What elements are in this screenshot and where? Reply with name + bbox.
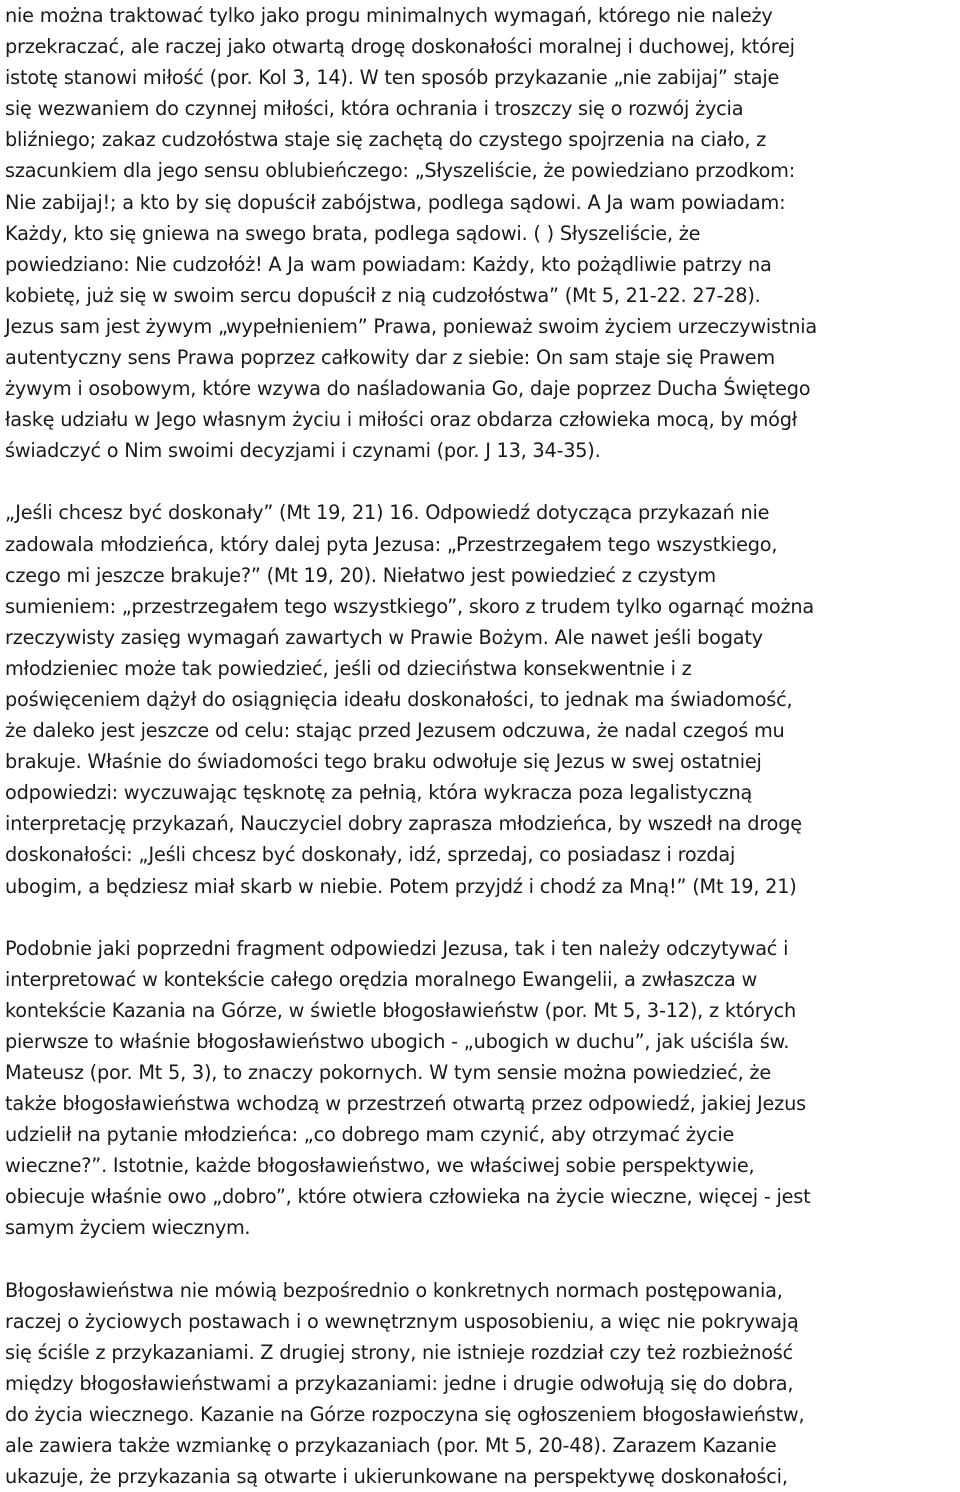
- paragraph-gap: [5, 466, 960, 497]
- text-line: się wezwaniem do czynnej miłości, która ochrania i troszczy się o rozwój życia: [5, 97, 744, 121]
- text-line: łaskę udziału w Jego własnym życiu i miłości oraz obdarza człowieka mocą, by mógł: [5, 408, 798, 432]
- text-line: ale zawiera także wzmiankę o przykazaniach (por. Mt 5, 20-48). Zarazem Kazanie: [5, 1434, 777, 1458]
- text-line: poświęceniem dążył do osiągnięcia ideału doskonałości, to jednak ma świadomość,: [5, 687, 793, 711]
- text-line: Mateusz (por. Mt 5, 3), to znaczy pokornych. W tym sensie można powiedzieć, że: [5, 1061, 771, 1084]
- text-line: Podobnie jaki poprzedni fragment odpowiedzi Jezusa, tak i ten należy odczytywać i: [5, 936, 789, 960]
- text-line: się ściśle z przykazaniami. Z drugiej strony, nie istnieje rozdział czy też rozbieżność: [5, 1340, 794, 1364]
- text-line: samym życiem wiecznym.: [5, 1216, 251, 1240]
- text-line: ukazuje, że przykazania są otwarte i ukierunkowane na perspektywę doskonałości,: [5, 1465, 788, 1489]
- text-line: interpretację przykazań, Nauczyciel dobry zaprasza młodzieńca, by wszedł na drogę: [5, 812, 802, 836]
- text-line: przekraczać, ale raczej jako otwartą drogę doskonałości moralnej i duchowej, której: [5, 35, 795, 59]
- text-line: do życia wiecznego. Kazanie na Górze rozpoczyna się ogłoszeniem błogosławieństw,: [5, 1402, 805, 1426]
- paragraph-gap: [5, 1244, 960, 1275]
- text-line: nie można traktować tylko jako progu minimalnych wymagań, którego nie należy: [5, 4, 773, 27]
- text-line: kontekście Kazania na Górze, w świetle błogosławieństw (por. Mt 5, 3-12), z których: [5, 998, 797, 1022]
- text-line: istotę stanowi miłość (por. Kol 3, 14). W ten sposób przykazanie „nie zabijaj” staje: [5, 66, 780, 90]
- text-line: między błogosławieństwami a przykazaniami: jedne i drugie odwołują się do dobra,: [5, 1371, 794, 1395]
- paragraph-3: [5, 933, 960, 1244]
- text-line: czego mi jeszcze brakuje?” (Mt 19, 20). Niełatwo jest powiedzieć z czystym: [5, 563, 716, 587]
- text-line: ubogim, a będziesz miał skarb w niebie. Potem przyjdź i chodź za Mną!” (Mt 19, 21): [5, 874, 797, 898]
- text-line: odpowiedzi: wyczuwając tęsknotę za pełnią, która wykracza poza legalistyczną: [5, 781, 753, 805]
- text-line: udzielił na pytanie młodzieńca: „co dobrego mam czynić, aby otrzymać życie: [5, 1123, 735, 1147]
- text-line: młodzieniec może tak powiedzieć, jeśli od dzieciństwa konsekwentnie i z: [5, 656, 692, 680]
- text-line: Każdy, kto się gniewa na swego brata, podlega sądowi. ( ) Słyszeliście, że: [5, 221, 701, 245]
- text-line: szacunkiem dla jego sensu oblubieńczego: „Słyszeliście, że powiedziano przodkom:: [5, 159, 796, 183]
- text-line: raczej o życiowych postawach i o wewnętrznym usposobieniu, a więc nie pokrywają: [5, 1309, 799, 1333]
- text-line: interpretować w kontekście całego orędzia moralnego Ewangelii, a zwłaszcza w: [5, 967, 758, 991]
- text-line: zadowala młodzieńca, który dalej pyta Jezusa: „Przestrzegałem tego wszystkiego,: [5, 532, 778, 556]
- text-line: doskonałości: „Jeśli chcesz być doskonały, idź, sprzedaj, co posiadasz i rozdaj: [5, 843, 736, 867]
- text-line: świadczyć o Nim swoimi decyzjami i czynami (por. J 13, 34-35).: [5, 439, 601, 463]
- paragraph-gap: [5, 902, 960, 933]
- paragraph-2: [5, 497, 960, 901]
- text-line: „Jeśli chcesz być doskonały” (Mt 19, 21) 16. Odpowiedź dotycząca przykazań nie: [5, 501, 770, 525]
- text-line: obiecuje właśnie owo „dobro”, które otwiera człowieka na życie wieczne, więcej - jest: [5, 1185, 811, 1209]
- text-line: sumieniem: „przestrzegałem tego wszystkiego”, skoro z trudem tylko ogarnąć można: [5, 594, 815, 618]
- text-line: żywym i osobowym, które wzywa do naśladowania Go, daje poprzez Ducha Świętego: [5, 377, 811, 401]
- text-line: rzeczywisty zasięg wymagań zawartych w Prawie Bożym. Ale nawet jeśli bogaty: [5, 625, 763, 649]
- text-line: że daleko jest jeszcze od celu: stając przed Jezusem odczuwa, że nadal czegoś mu: [5, 719, 785, 743]
- text-line: Jezus sam jest żywym „wypełnieniem” Prawa, ponieważ swoim życiem urzeczywistnia: [5, 314, 817, 338]
- text-line: kobietę, już się w swoim sercu dopuścił z nią cudzołóstwa” (Mt 5, 21-22. 27-28).: [5, 283, 761, 307]
- paragraph-4: [5, 1275, 960, 1492]
- text-line: bliźniego; zakaz cudzołóstwa staje się zachętą do czystego spojrzenia na ciało, z: [5, 128, 767, 152]
- text-line: także błogosławieństwa wchodzą w przestrzeń otwartą przez odpowiedź, jakiej Jezus: [5, 1092, 806, 1116]
- text-line: autentyczny sens Prawa poprzez całkowity dar z siebie: On sam staje się Prawem: [5, 346, 775, 370]
- text-line: Błogosławieństwa nie mówią bezpośrednio o konkretnych normach postępowania,: [5, 1278, 783, 1302]
- text-line: Nie zabijaj!; a kto by się dopuścił zabójstwa, podlega sądowi. A Ja wam powiadam:: [5, 190, 786, 214]
- text-line: pierwsze to właśnie błogosławieństwo ubogich - „ubogich w duchu”, jak uściśla św.: [5, 1029, 790, 1053]
- paragraph-1: [5, 0, 960, 466]
- text-line: powiedziano: Nie cudzołóż! A Ja wam powiadam: Każdy, kto pożądliwie patrzy na: [5, 252, 772, 276]
- text-line: brakuje. Właśnie do świadomości tego braku odwołuje się Jezus w swej ostatniej: [5, 750, 762, 774]
- text-line: wieczne?”. Istotnie, każde błogosławieństwo, we właściwej sobie perspektywie,: [5, 1154, 755, 1178]
